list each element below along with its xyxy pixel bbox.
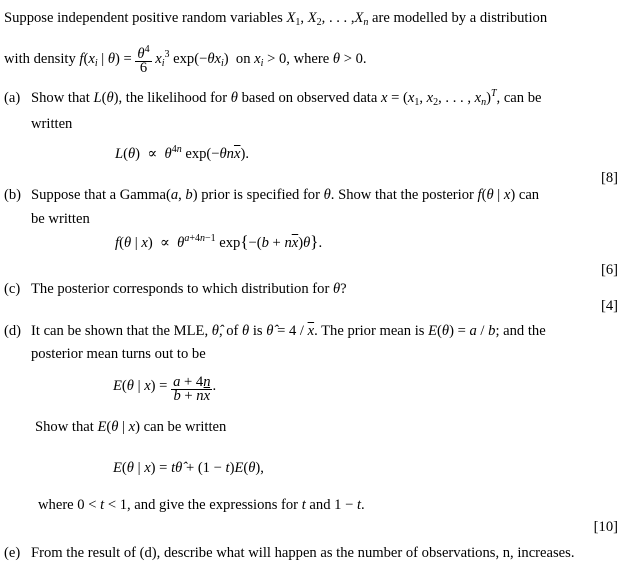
part-d-label: (d) — [4, 323, 22, 339]
posterior-formula: f(θ | $x) \propto \theta^{a+4n-1}$ $\exp\{-(b + n\overline{x})\theta\}$. — [115, 232, 323, 251]
weighted-mean-formula: E(θ | x) = tθ̂ + (1 − t)E(θ), — [113, 460, 264, 476]
part-d-text2: posterior mean turns out to be — [31, 346, 206, 362]
part-d-text: It can be shown that the MLE, θ̂, of θ is θ̂ = $4 / \overline{x}$. The prior mean is E(θ) = a / b; and the — [31, 323, 546, 339]
part-c-marks: [4] — [600, 298, 618, 314]
posterior-mean-formula: E(θ | x) = $\frac{a + 4n}{b + n\overline{x}}$ . — [113, 374, 217, 404]
intro-density-line: with density $f(x_i$ | θ) = $\frac{\theta^4}{6}$ $x_i^3$ $\exp(-\theta x_i)$ on $x_i > 0$, where θ > 0. — [4, 44, 367, 76]
part-e-label: (e) — [4, 545, 21, 561]
part-a-text: Show that L(θ), the likelihood for θ based on observed data $x = (x_1$, $x_2$, . . . , $x_n)^T$, can be — [31, 88, 542, 108]
density-lead: with density — [4, 51, 76, 67]
part-e-text: From the result of (d), describe what will happen as the number of observations, n, increases. — [31, 545, 575, 561]
part-c-text: The posterior corresponds to which distribution for θ? — [31, 281, 347, 297]
part-a-text2: written — [31, 116, 73, 132]
density-where: , where — [286, 51, 330, 67]
part-c-label: (c) — [4, 281, 21, 297]
density-formula: $f(x_i$ | θ) = $\frac{\theta^4}{6}$ $x_i^3$ $\exp(-\theta x_i)$ — [79, 44, 233, 76]
part-b-text: Suppose that a Gamma(a, b) prior is specified for θ. Show that the posterior f(θ | x) can — [31, 187, 540, 203]
part-b-text2: be written — [31, 211, 90, 227]
part-d-where: where 0 < t < 1, and give the expressions for t and 1 − t. — [38, 497, 365, 513]
density-on: on — [235, 51, 251, 67]
part-b-marks: [6] — [600, 262, 618, 278]
likelihood-formula: $L(\theta) \propto \theta^{4n}$ $\exp(-\theta n\overline{x})$. — [115, 144, 249, 162]
part-d-show: Show that E(θ | x) can be written — [35, 419, 227, 435]
part-a-marks: [8] — [600, 170, 618, 186]
part-a-label: (a) — [4, 90, 21, 106]
part-b-label: (b) — [4, 187, 22, 203]
intro-line-1: Suppose independent positive random variables $X_1$, $X_2$, . . . $,X_n$ are modelled by a distribution — [4, 10, 548, 28]
part-d-marks: [10] — [593, 519, 618, 535]
